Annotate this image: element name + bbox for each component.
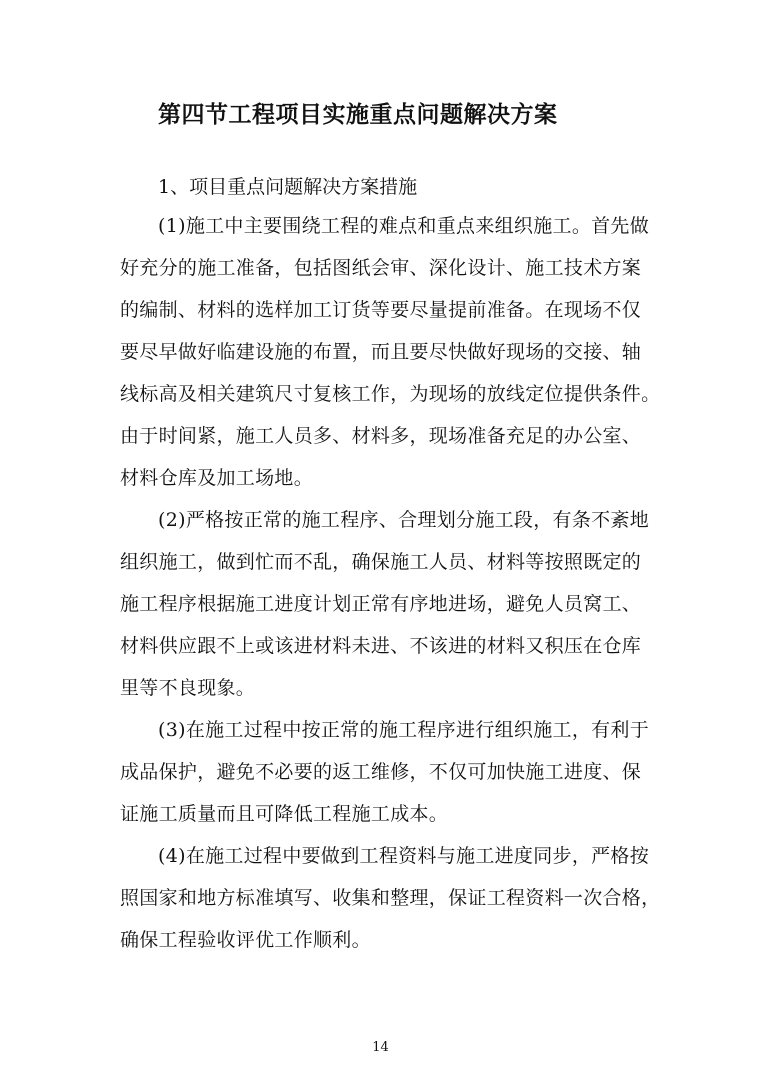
paragraph-line: (1)施工中主要围绕工程的难点和重点来组织施工。首先做: [158, 215, 650, 237]
paragraph-line: 照国家和地方标准填写、收集和整理，保证工程资料一次合格，: [120, 887, 661, 909]
paragraph-line: (3)在施工过程中按正常的施工程序进行组织施工，有利于: [158, 719, 650, 741]
page-number: 14: [372, 1040, 389, 1055]
paragraph-line: 要尽早做好临建设施的布置，而且要尽快做好现场的交接、轴: [120, 341, 642, 363]
paragraph-line: (2)严格按正常的施工程序、合理划分施工段，有条不紊地: [158, 509, 650, 531]
paragraph-line: 材料供应跟不上或该进材料未进、不该进的材料又积压在仓库: [120, 635, 642, 657]
paragraph-line: 线标高及相关建筑尺寸复核工作，为现场的放线定位提供条件。: [120, 383, 661, 405]
paragraph-line: 成品保护，避免不必要的返工维修，不仅可加快施工进度、保: [120, 761, 642, 783]
paragraph-line: 里等不良现象。: [120, 677, 256, 699]
paragraph-line: 好充分的施工准备，包括图纸会审、深化设计、施工技术方案: [120, 257, 642, 279]
paragraph-line: 确保工程验收评优工作顺利。: [120, 929, 371, 951]
paragraph-line: 施工程序根据施工进度计划正常有序地进场，避免人员窝工、: [120, 593, 642, 615]
paragraph-line: 材料仓库及加工场地。: [120, 467, 314, 489]
page-heading: 第四节工程项目实施重点问题解决方案: [158, 101, 558, 128]
paragraph-line: 组织施工，做到忙而不乱，确保施工人员、材料等按照既定的: [120, 551, 642, 573]
section-title: 1、项目重点问题解决方案措施: [158, 176, 418, 198]
paragraph-line: 证施工质量而且可降低工程施工成本。: [120, 803, 449, 825]
paragraph-line: 由于时间紧，施工人员多、材料多，现场准备充足的办公室、: [120, 425, 642, 447]
paragraph-line: (4)在施工过程中要做到工程资料与施工进度同步，严格按: [158, 845, 650, 867]
paragraph-line: 的编制、材料的选样加工订货等要尽量提前准备。在现场不仅: [120, 299, 642, 321]
